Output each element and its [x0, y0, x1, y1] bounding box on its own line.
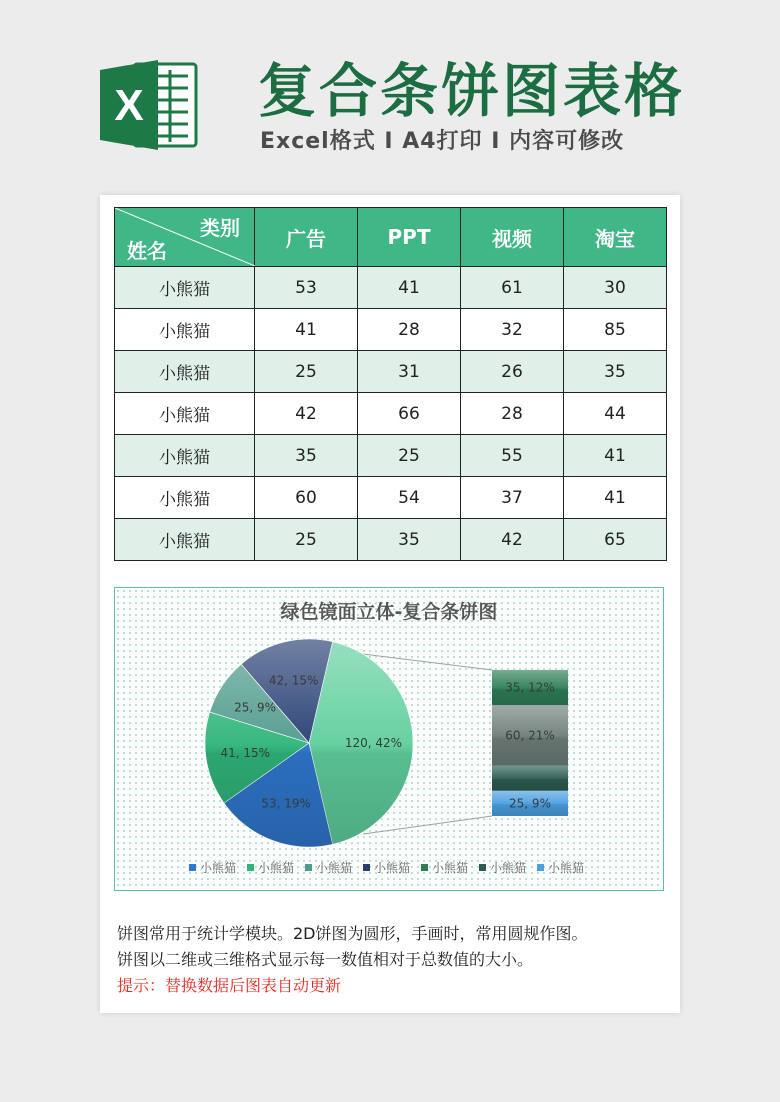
note-line: 饼图常用于统计学模块。2D饼图为圆形，手画时，常用圆规作图。 — [117, 924, 588, 943]
table-row — [115, 519, 667, 561]
table-cell: 41 — [255, 309, 358, 351]
row-name-cell: 小熊猫 — [115, 435, 255, 477]
table-cell: 85 — [564, 309, 667, 351]
connector-line — [363, 654, 492, 670]
tip-text: 提示：替换数据后图表自动更新 — [117, 976, 342, 995]
notes — [117, 921, 588, 999]
table-cell: 42 — [461, 519, 564, 561]
excel-logo-letter: X — [114, 81, 144, 130]
legend-label: 小熊猫 — [374, 861, 411, 875]
row-name-cell: 小熊猫 — [115, 351, 255, 393]
legend-label: 小熊猫 — [316, 861, 353, 875]
table-cell: 41 — [358, 267, 461, 309]
table-cell: 44 — [564, 393, 667, 435]
table-row — [115, 435, 667, 477]
legend-swatch — [247, 864, 254, 871]
table-cell: 30 — [564, 267, 667, 309]
note-line: 饼图以二维或三维格式显示每一数值相对于总数值的大小。 — [117, 950, 534, 969]
bar-data-label: 60, 21% — [505, 728, 555, 743]
legend-swatch — [305, 864, 312, 871]
table-row — [115, 267, 667, 309]
table-cell: 25 — [255, 351, 358, 393]
table-cell: 26 — [461, 351, 564, 393]
table-cell: 60 — [255, 477, 358, 519]
table-cell: 32 — [461, 309, 564, 351]
table-row — [115, 477, 667, 519]
bar-data-label: 35, 12% — [505, 680, 555, 695]
table-cell: 61 — [461, 267, 564, 309]
chart-legend — [189, 860, 584, 875]
legend-swatch — [363, 864, 370, 871]
table-cell: 35 — [255, 435, 358, 477]
legend-label: 小熊猫 — [548, 861, 585, 875]
column-header: 淘宝 — [564, 208, 667, 267]
data-table — [114, 207, 667, 561]
stacked-bar-group — [492, 670, 568, 816]
table-cell: 54 — [358, 477, 461, 519]
row-name-cell: 小熊猫 — [115, 309, 255, 351]
legend-swatch — [479, 864, 486, 871]
legend-swatch — [421, 864, 428, 871]
bar-of-pie-chart — [115, 588, 663, 890]
table-corner-cell — [115, 208, 255, 267]
page-subtitle: Excel格式 I A4打印 I 内容可修改 — [260, 129, 625, 154]
legend-swatch — [189, 864, 196, 871]
table-cell: 35 — [564, 351, 667, 393]
table-cell: 31 — [358, 351, 461, 393]
pie-data-label: 41, 15% — [220, 746, 271, 761]
pie-data-label: 25, 9% — [234, 700, 277, 715]
row-name-cell: 小熊猫 — [115, 393, 255, 435]
table-cell: 37 — [461, 477, 564, 519]
legend-swatch — [537, 864, 544, 871]
corner-category-label: 类别 — [200, 216, 240, 240]
column-header: 广告 — [255, 208, 358, 267]
row-name-cell: 小熊猫 — [115, 519, 255, 561]
table-row — [115, 393, 667, 435]
legend-label: 小熊猫 — [258, 861, 295, 875]
legend-label: 小熊猫 — [432, 861, 469, 875]
table-cell: 66 — [358, 393, 461, 435]
pie-data-label: 53, 19% — [261, 796, 311, 811]
table-cell: 28 — [358, 309, 461, 351]
column-header: 视频 — [461, 208, 564, 267]
chart-title: 绿色镜面立体-复合条饼图 — [280, 601, 498, 623]
legend-label: 小熊猫 — [200, 861, 237, 875]
bar-segment-gloss — [492, 766, 568, 791]
chart-area — [114, 587, 664, 891]
table-row — [115, 309, 667, 351]
connector-line — [363, 816, 492, 834]
table-header-row — [115, 208, 667, 267]
table-cell: 28 — [461, 393, 564, 435]
legend-label: 小熊猫 — [490, 861, 527, 875]
pie-data-label: 120, 42% — [344, 736, 403, 750]
document-sheet — [100, 195, 680, 1013]
bar-data-label: 25, 9% — [509, 796, 551, 811]
excel-logo-icon — [100, 56, 200, 154]
table-cell: 65 — [564, 519, 667, 561]
table-cell: 35 — [358, 519, 461, 561]
table-cell: 53 — [255, 267, 358, 309]
table-row — [115, 351, 667, 393]
corner-name-label: 姓名 — [127, 239, 167, 263]
table-cell: 41 — [564, 477, 667, 519]
row-name-cell: 小熊猫 — [115, 477, 255, 519]
table-cell: 55 — [461, 435, 564, 477]
table-cell: 25 — [255, 519, 358, 561]
header — [0, 0, 780, 195]
row-name-cell: 小熊猫 — [115, 267, 255, 309]
table-cell: 42 — [255, 393, 358, 435]
page-title: 复合条饼图表格 — [258, 57, 686, 125]
pie-group — [205, 639, 413, 847]
table-cell: 41 — [564, 435, 667, 477]
table-cell: 25 — [358, 435, 461, 477]
pie-data-label: 42, 15% — [268, 673, 319, 688]
column-header: PPT — [358, 208, 461, 267]
